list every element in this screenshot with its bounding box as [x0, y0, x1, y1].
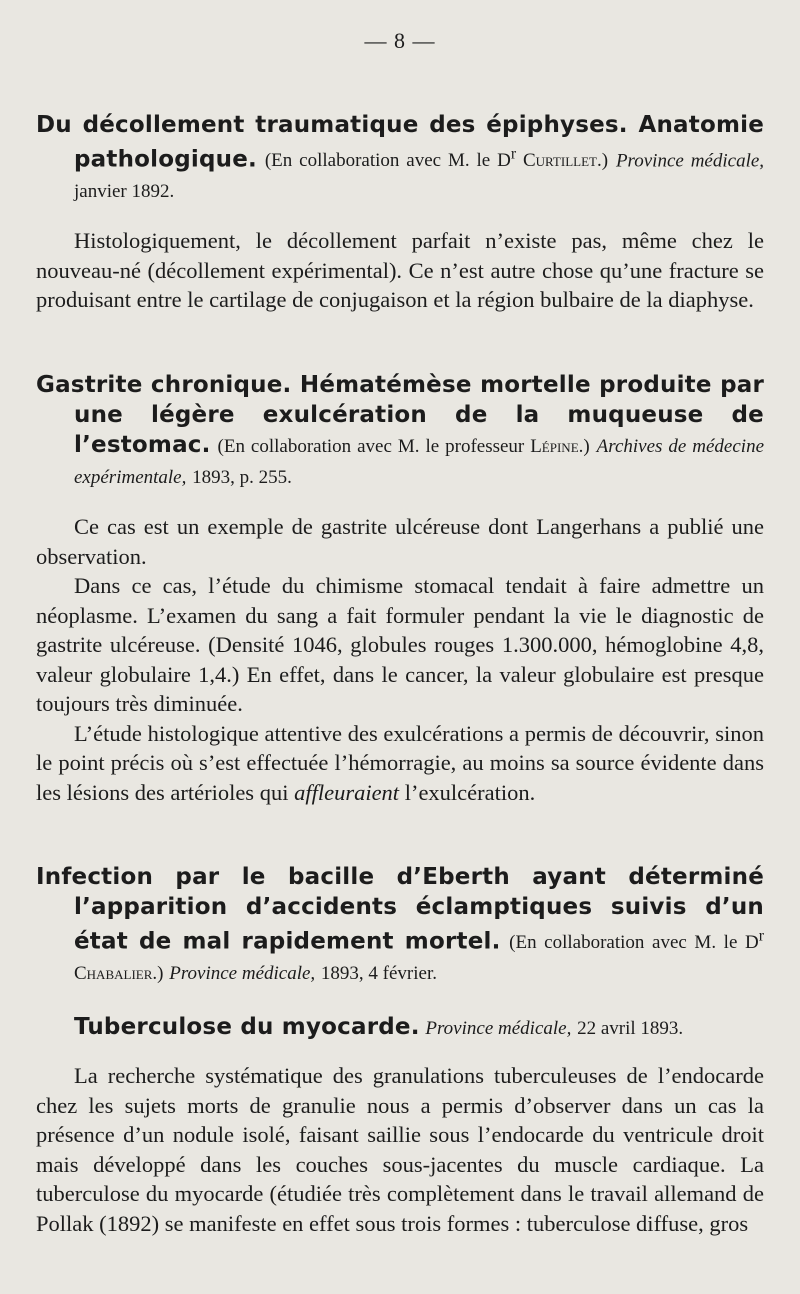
entry-source: Archives de médecine expérimentale,	[74, 436, 765, 488]
entry-collaboration: (En collaboration avec M. le professeur Lépine.)	[217, 436, 590, 457]
entry-heading	[36, 1012, 764, 1043]
entry-heading	[36, 370, 764, 492]
entry-date: 1893, p. 255.	[192, 467, 292, 488]
entry-collaboration: (En collaboration avec M. le $D^r$ Curtillet.)	[264, 146, 609, 172]
entry-title: Du décollement traumatique des épiphyses. Anatomie pathologique.	[36, 112, 764, 173]
paragraph: La recherche systématique des granulations tuberculeuses de l’endocarde chez les sujets morts de granulie nous a permis d’observer dans un cas la présence d’un nodule isolé, faisant saillie sous l’endocarde du ventricule droit mais développé dans les couches sous-jacentes du muscle cardiaque. La tuberculose du myocarde (étudiée très complètement dans le travail allemand de Pollak (1892) se manifeste en effet sous trois formes : tuberculose diffuse, gros	[36, 1063, 764, 1236]
entry-source: Province médicale,	[425, 1018, 572, 1039]
entry-heading	[36, 862, 764, 988]
entry-date: 22 avril 1893.	[577, 1018, 684, 1039]
paragraph: Dans ce cas, l’étude du chimisme stomacal tendait à faire admettre un néoplasme. L’examen du sang a fait formuler pendant la vie le diagnostic de gastrite ulcéreuse. (Densité 1046, globules rouges 1.300.000, hémoglobine 4,8, valeur globulaire 1,4.) En effet, dans le cancer, la valeur globulaire est presque toujours très diminuée.	[36, 573, 764, 716]
paragraph: Histologiquement, le décollement parfait n’existe pas, même chez le nouveau-né (décollement expérimental). Ce n’est autre chose qu’une fracture se produisant entre le cartilage de conjugaison et la région bulbaire de la diaphyse.	[36, 228, 764, 313]
entry-gastrite	[36, 370, 764, 807]
entry-heading	[36, 110, 764, 206]
entry-title: Tuberculose du myocarde.	[74, 1014, 420, 1040]
page-number: — 8 —	[364, 28, 436, 53]
entry-eberth	[36, 862, 764, 988]
paragraph: L’étude histologique attentive des exulcérations a permis de découvrir, sinon le point précis où s’est effectuée l’hémorragie, au moins sa source évidente dans les lésions des artérioles qui affleuraient l’exulcération.	[36, 720, 764, 805]
entry-date: 1893, 4 février.	[320, 963, 437, 985]
entry-source: Province médicale,	[169, 963, 316, 985]
entry-tuberculose	[36, 1012, 764, 1238]
entry-collaboration: (En collaboration avec M. le $D^r$ Chabalier.)	[74, 928, 764, 985]
entry-decollement	[36, 110, 764, 315]
entry-title: Infection par le bacille d’Eberth ayant déterminé l’apparition d’accidents éclamptiques suivis d’un état de mal rapidement mortel.	[36, 864, 764, 955]
entry-date: janvier 1892.	[74, 181, 175, 203]
entry-title: Gastrite chronique. Hématémèse mortelle produite par une légère exulcération de la muqueuse de l’estomac.	[36, 372, 764, 458]
entry-source: Province médicale,	[615, 150, 765, 172]
paragraph: Ce cas est un exemple de gastrite ulcéreuse dont Langerhans a publié une observation.	[36, 514, 764, 569]
